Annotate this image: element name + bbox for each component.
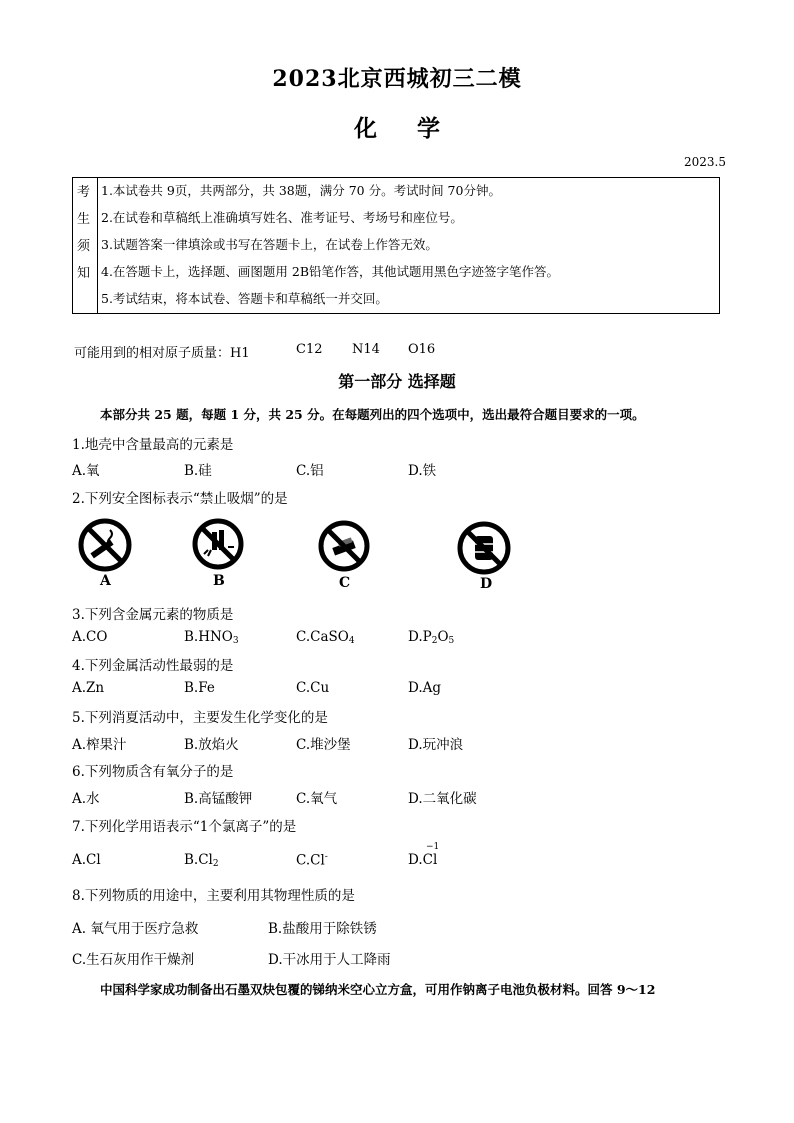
icon-label-b: B (213, 573, 225, 589)
question-stem: 8.下列物质的用途中，主要利用其物理性质的是 (72, 888, 355, 904)
no-flammable-barrel-icon (455, 519, 513, 577)
exam-date: 2023.5 (684, 155, 726, 169)
subject-title: 化学 (354, 115, 480, 142)
atomic-mass-label: 可能用到的相对原子质量：H1 (74, 346, 250, 361)
page-title: 2023北京西城初三二模 (272, 66, 522, 92)
icon-label-a: A (100, 573, 111, 589)
candidate-notice (72, 177, 720, 314)
atomic-mass-o: O16 (408, 342, 436, 357)
option-b: B.放焰火 (184, 737, 239, 753)
question-stem: 3.下列含金属元素的物质是 (72, 607, 234, 623)
question-stem: 4.下列金属活动性最弱的是 (72, 658, 234, 674)
notice-side-label (73, 178, 98, 313)
option-a: A.Zn (72, 680, 105, 696)
reading-passage: 中国科学家成功制备出石墨双炔包覆的锑纳米空心立方盒，可用作钠离子电池负极材料。回答 9～12 (100, 982, 656, 997)
no-fireworks-icon (190, 516, 246, 572)
option-d: D.二氧化碳 (408, 791, 477, 807)
section-title: 第一部分 选择题 (338, 372, 456, 391)
notice-item: 2.在试卷和草稿纸上准确填写姓名、准考证号、考场号和座位号。 (101, 210, 463, 225)
option-a: A.水 (72, 791, 100, 807)
option-c: C.堆沙堡 (296, 737, 351, 753)
notice-side-char: 知 (77, 266, 91, 281)
option-d: D.干冰用于人工降雨 (268, 952, 391, 968)
icon-label-c: C (339, 575, 351, 591)
option-c: C.生石灰用作干燥剂 (72, 952, 195, 968)
notice-item: 5.考试结束，将本试卷、答题卡和草稿纸一并交回。 (101, 291, 388, 306)
atomic-mass-n: N14 (352, 342, 380, 357)
question-stem: 5.下列消夏活动中，主要发生化学变化的是 (72, 710, 328, 726)
option-b: B.盐酸用于除铁锈 (268, 921, 377, 937)
option-d: D.Ag (408, 680, 442, 696)
question-stem: 6.下列物质含有氧分子的是 (72, 764, 234, 780)
option-c: C.铝 (296, 463, 324, 479)
option-d: $D.P_2O_5$ (408, 629, 455, 646)
question-stem: 7.下列化学用语表示“1个氯离子”的是 (72, 819, 297, 835)
option-d: D.玩冲浪 (408, 737, 464, 753)
section-intro: 本部分共 25 题，每题 1 分，共 25 分。在每题列出的四个选项中，选出最符合题目要求的一项。 (100, 407, 645, 422)
option-a: A.氧 (72, 463, 100, 479)
option-c: C.Cl- (296, 852, 328, 869)
option-a: A. 氧气用于医疗急救 (72, 921, 199, 937)
valence-mark: −1 (426, 842, 440, 852)
option-b: $B.Cl_2$ (184, 852, 219, 869)
option-a: A.CO (72, 629, 108, 645)
option-a: A.榨果汁 (72, 737, 127, 753)
option-b: $B.HNO_3$ (184, 629, 239, 646)
no-smoking-icon (76, 516, 134, 574)
notice-side-char: 生 (77, 212, 91, 227)
atomic-mass-c: C12 (296, 342, 323, 357)
notice-item: 3.试题答案一律填涂或书写在答题卡上，在试卷上作答无效。 (101, 237, 438, 252)
notice-item: 4.在答题卡上，选择题、画图题用 2B铅笔作答，其他试题用黑色字迹签字笔作答。 (101, 264, 560, 279)
question-stem: 2.下列安全图标表示“禁止吸烟”的是 (72, 491, 288, 507)
notice-side-char: 须 (77, 239, 91, 254)
option-d: D.Cl (408, 852, 438, 868)
option-c: C.Cu (296, 680, 330, 696)
option-c: C.氧气 (296, 791, 338, 807)
notice-item: 1.本试卷共 9页，共两部分，共 38题，满分 70 分。考试时间 70分钟。 (101, 183, 501, 198)
option-b: B.Fe (184, 680, 215, 696)
option-d: D.铁 (408, 463, 437, 479)
option-c: C.CaSO$_4$ (296, 629, 355, 646)
option-b: B.高锰酸钾 (184, 791, 253, 807)
notice-side-char: 考 (77, 185, 91, 200)
no-matches-icon (316, 518, 372, 574)
option-b: B.硅 (184, 463, 212, 479)
option-a: A.Cl (72, 852, 101, 868)
question-stem: 1.地壳中含量最高的元素是 (72, 437, 234, 453)
icon-label-d: D (480, 576, 493, 592)
